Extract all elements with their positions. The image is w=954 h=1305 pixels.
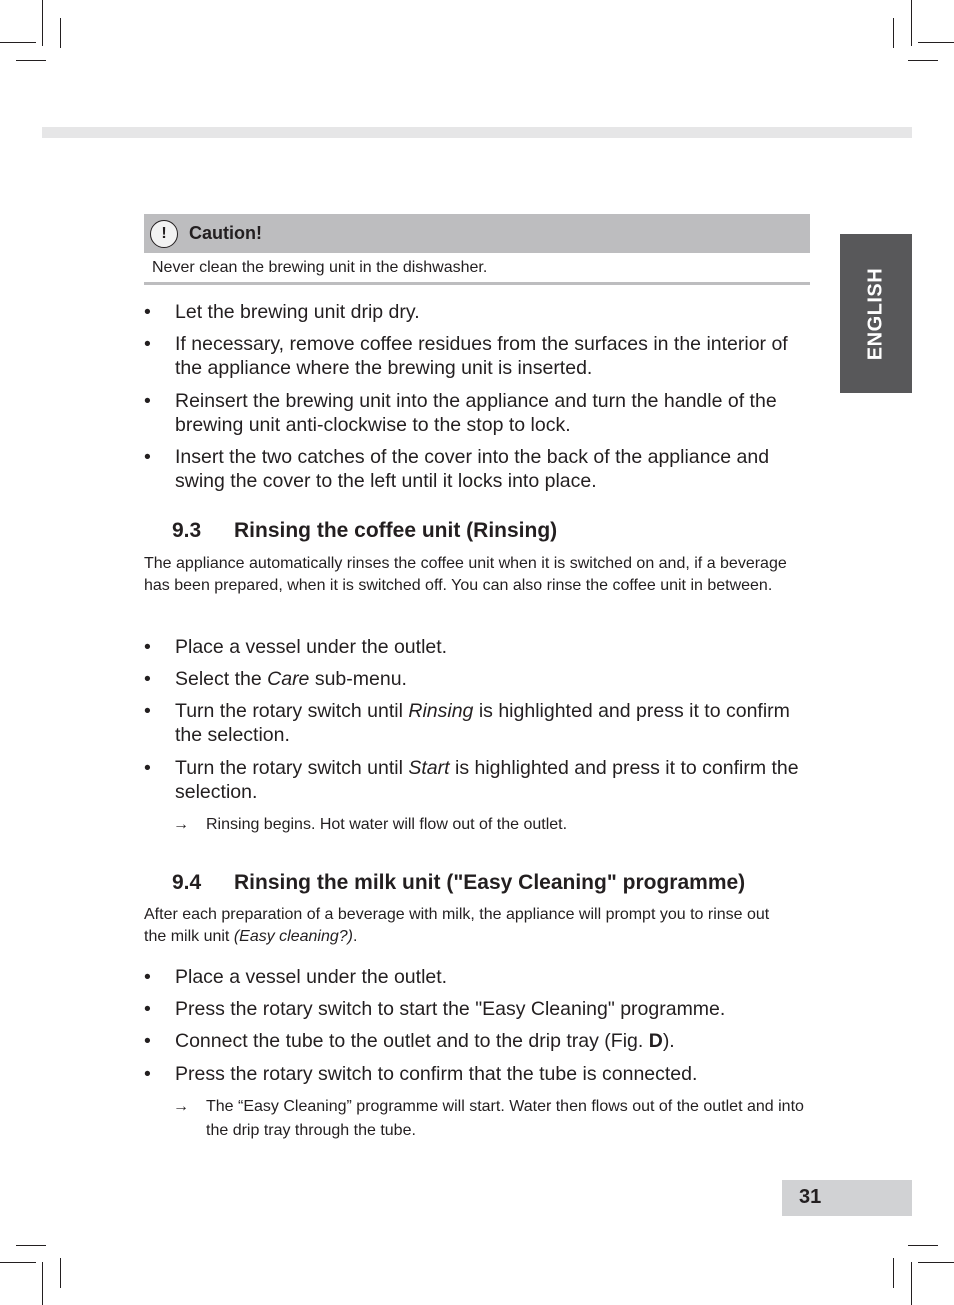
warning-icon: ! (150, 220, 178, 248)
language-tab-label: ENGLISH (864, 267, 887, 360)
crop-mark (908, 60, 938, 61)
caution-title: Caution! (189, 223, 262, 243)
crop-mark (0, 42, 36, 43)
page-number: 31 (782, 1180, 912, 1216)
list-item: • Insert the two catches of the cover into the back of the appliance and swing the cover to the left until it locks into place. (144, 445, 810, 493)
crop-mark (911, 0, 912, 46)
list-item: • Press the rotary switch to start the "Easy Cleaning" programme. (144, 997, 810, 1021)
crop-mark (918, 42, 954, 43)
arrow-right-icon: → (173, 816, 189, 833)
list-item: • Place a vessel under the outlet. (144, 965, 810, 989)
crop-mark (16, 1245, 46, 1246)
list-item: • If necessary, remove coffee residues from the surfaces in the interior of the appliance where the brewing unit is inserted. (144, 332, 810, 380)
crop-mark (893, 1258, 894, 1288)
crop-mark (0, 1262, 36, 1263)
arrow-right-icon: → (173, 1098, 189, 1115)
crop-mark (60, 1258, 61, 1288)
bullet-list-easy-cleaning (144, 965, 810, 1086)
crop-mark (42, 0, 43, 46)
crop-mark (908, 1245, 938, 1246)
crop-mark (16, 60, 46, 61)
list-item: • Let the brewing unit drip dry. (144, 300, 810, 324)
crop-mark (911, 1262, 912, 1305)
list-item: • Turn the rotary switch until Rinsing is highlighted and press it to confirm the selection. (144, 699, 810, 747)
header-band (42, 127, 912, 138)
crop-mark (893, 18, 894, 48)
result-note (173, 813, 813, 837)
section-title: Rinsing the milk unit ("Easy Cleaning" programme) (234, 871, 746, 894)
section-title: Rinsing the coffee unit (Rinsing) (234, 519, 558, 542)
list-item: • Select the Care sub-menu. (144, 667, 810, 691)
language-tab (840, 234, 912, 393)
section-number: 9.4 (172, 871, 202, 894)
section-intro: After each preparation of a beverage with milk, the appliance will prompt you to rinse out the milk unit (Easy cleaning?). (144, 906, 770, 945)
result-text: Rinsing begins. Hot water will flow out of the outlet. (206, 816, 568, 833)
list-item: • Connect the tube to the outlet and to the drip tray (Fig. D). (144, 1029, 810, 1053)
section-number: 9.3 (172, 519, 202, 542)
crop-mark (918, 1262, 954, 1263)
section-intro: The appliance automatically rinses the coffee unit when it is switched on and, if a beverage has been prepared, when it is switched off. You can also rinse the coffee unit in between. (144, 555, 787, 594)
list-item: • Reinsert the brewing unit into the appliance and turn the handle of the brewing unit anti-clockwise to the stop to lock. (144, 389, 810, 437)
bullet-list-reinsert (144, 300, 810, 493)
section-heading-9-3 (172, 519, 557, 543)
crop-mark (60, 18, 61, 48)
list-item: • Press the rotary switch to confirm that the tube is connected. (144, 1062, 810, 1086)
caution-header (144, 214, 810, 253)
result-text: The “Easy Cleaning” programme will start. Water then flows out of the outlet and into the drip tray through the tube. (206, 1098, 804, 1139)
result-note (173, 1095, 813, 1143)
caution-text: Never clean the brewing unit in the dishwasher. (144, 253, 810, 285)
section-heading-9-4 (172, 871, 745, 895)
crop-mark (42, 1262, 43, 1305)
bullet-list-rinsing (144, 635, 810, 804)
list-item: • Place a vessel under the outlet. (144, 635, 810, 659)
list-item: • Turn the rotary switch until Start is highlighted and press it to confirm the selection. (144, 756, 810, 804)
